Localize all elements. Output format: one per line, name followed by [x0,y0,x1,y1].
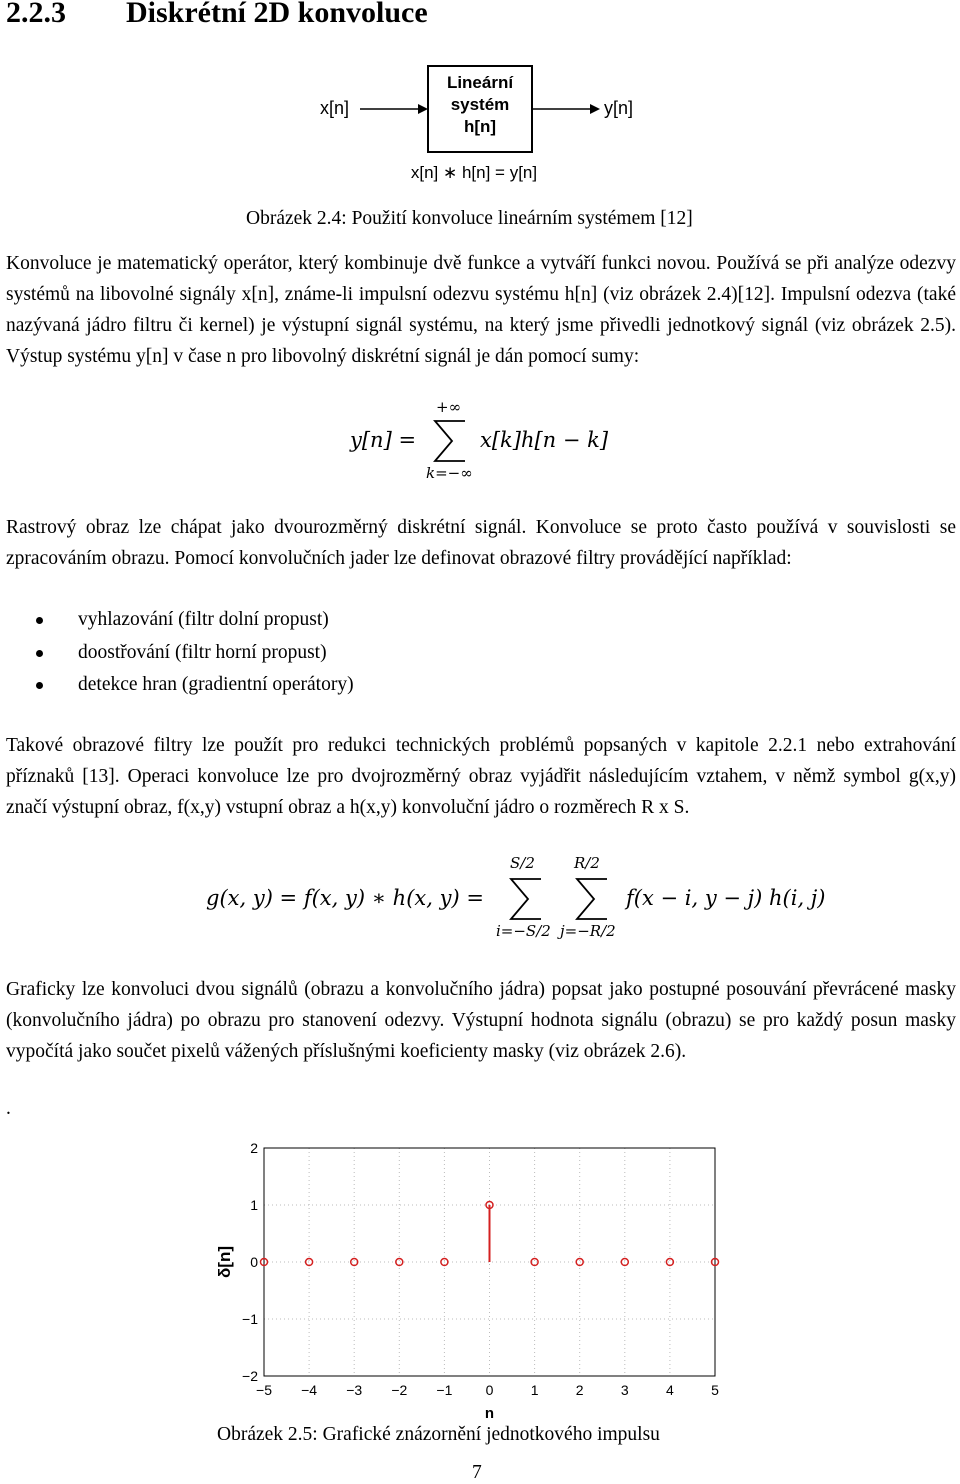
input-label: x[n] [320,98,350,118]
section-heading [6,0,428,30]
list-item: doostřování (filtr horní propust) [36,637,354,670]
sum-symbol [508,876,544,922]
unit-impulse-chart [200,1132,760,1422]
x-tick-label: −5 [256,1382,272,1398]
y-tick-label: 2 [250,1140,258,1156]
input-arrowhead [418,104,428,114]
convolution-equation: x[n] ∗ h[n] = y[n] [410,163,538,182]
bullet-dot [36,617,43,624]
box-label-line2: systém [450,95,510,114]
sum-equation-2 [206,852,846,944]
sum-equation-1 [350,398,650,486]
paragraph-2: Rastrový obraz lze chápat jako dvourozměrný diskrétní signál. Konvoluce se proto často používá v souvislosti se zpracováním obrazu. Pomocí konvolučních jader lze definovat obrazové filtry provádějící například: [6,517,956,569]
y-tick-label: −2 [242,1368,258,1384]
y-tick-label: 1 [250,1197,258,1213]
bullet-dot [36,650,43,657]
figure-2-5-caption: Obrázek 2.5: Grafické znázornění jednotkového impulsu [217,1424,660,1445]
box-label-line3: h[n] [463,117,497,136]
eq2-rhs: f(x − i, y − j) h(i, j) [626,886,826,910]
paragraph-4: Graficky lze konvoluci dvou signálů (obrazu a konvolučního jádra) popsat jako postupné posouvání převrácené masky (konvolučního jádra) po obrazu pro stanovení odezvy. Výstupní hodnota signálu (obrazu) se pro každý posun masky vypočítá jako součet pixelů vážených příslušnými koeficienty masky (viz obrázek 2.6). [6,979,956,1062]
y-tick-label: −1 [242,1311,258,1327]
eq2-lhs: g(x, y) = f(x, y) ∗ h(x, y) = [206,886,484,910]
sum-symbol [574,876,610,922]
y-tick-label: 0 [250,1254,258,1270]
x-tick-label: −3 [346,1382,363,1398]
list-item: detekce hran (gradientní operátory) [36,669,354,702]
eq1-lhs: y[n] = [350,428,417,452]
eq2-sum2-upper: R/2 [574,854,600,872]
box-label-line1: Lineární [446,73,514,92]
sum-symbol [432,418,468,464]
eq1-rhs: x[k]h[n − k] [480,428,609,452]
x-tick-label: 0 [485,1382,494,1398]
eq1-upper-limit: +∞ [436,398,462,416]
section-number: 2.2.3 [6,0,66,29]
x-tick-label: 4 [666,1382,674,1398]
eq2-sum2-lower: j=−R/2 [560,922,616,940]
eq2-sum1-lower: i=−S/2 [496,922,551,940]
stray-dot: . [6,1098,11,1119]
x-tick-label: 3 [620,1382,629,1398]
linear-system-diagram [300,60,660,190]
list-item: vyhlazování (filtr dolní propust) [36,604,354,637]
x-tick-label: −1 [436,1382,453,1398]
x-tick-label: −4 [301,1382,318,1398]
filter-list [36,604,354,702]
x-tick-label: 2 [575,1382,584,1398]
x-tick-label: 1 [530,1382,539,1398]
paragraph-3: Takové obrazové filtry lze použít pro redukci technických problémů popsaných v kapitole 2.2.1 nebo extrahování příznaků [13]. Operaci konvoluce lze pro dvojrozměrný obraz vyjádřit následujícím vztahem, v němž symbol g(x,y) značí výstupní obraz, f(x,y) vstupní obraz a h(x,y) konvoluční jádro o rozměrech R x S. [6,735,956,818]
figure-2-4-caption: Obrázek 2.4: Použití konvoluce lineárním systémem [12] [246,208,693,229]
eq2-sum1-upper: S/2 [510,854,535,872]
page-number: 7 [472,1462,482,1483]
section-title: Diskrétní 2D konvoluce [126,0,428,29]
y-axis-label: δ[n] [215,1245,234,1279]
x-axis-label: n [484,1405,495,1422]
x-tick-label: 5 [711,1382,719,1398]
output-arrowhead [590,104,600,114]
paragraph-1: Konvoluce je matematický operátor, který kombinuje dvě funkce a vytváří funkci novou. Používá se při analýze odezvy systémů na libovolné signály x[n], známe-li impulsní odezvu systému h[n] (viz obrázek 2.4)[12]. Impulsní odezva (také nazývaná jádro filtru či kernel) je výstupní signál systému, na který jsme přivedli jednotkový signál (viz obrázek 2.5). Výstup systému y[n] v čase n pro libovolný diskrétní signál je dán pomocí sumy: [6,253,956,367]
bullet-dot [36,682,43,689]
output-label: y[n] [604,98,634,118]
eq1-lower-limit: k=−∞ [426,464,473,482]
x-tick-label: −2 [391,1382,408,1398]
